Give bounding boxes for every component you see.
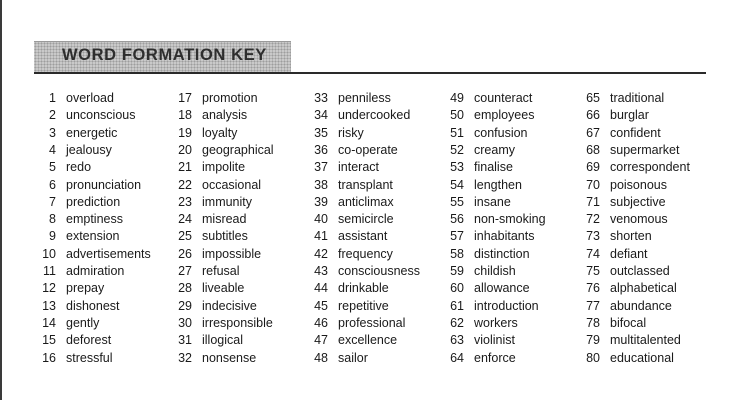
key-entry-number: 34	[314, 108, 328, 123]
key-entry-word: burglar	[610, 108, 649, 123]
key-entry-number: 6	[49, 177, 56, 192]
key-entry-word: violinist	[474, 333, 515, 348]
key-entry-number: 1	[49, 91, 56, 105]
key-entry-number: 11	[43, 264, 56, 278]
key-entry-number: 39	[314, 194, 328, 209]
key-entry-number: 58	[450, 246, 464, 261]
key-entry-word: supermarket	[610, 142, 680, 157]
key-entry-word: analysis	[202, 108, 248, 123]
key-entry-number: 49	[450, 91, 464, 105]
key-entry-number: 57	[450, 229, 464, 244]
key-entry-number: 5	[49, 160, 56, 175]
key-entry-word: defiant	[610, 246, 648, 261]
key-entry-word: multitalented	[610, 333, 681, 348]
key-entry-word: pronunciation	[66, 177, 142, 192]
key-entry-word: semicircle	[338, 212, 394, 227]
key-entry-word: lengthen	[474, 177, 522, 192]
key-entry-number: 46	[314, 315, 328, 330]
key-entry-number: 31	[178, 333, 192, 348]
key-entry-word: finalise	[474, 160, 513, 175]
key-entry-number: 59	[450, 264, 464, 278]
key-entry-word: assistant	[338, 229, 388, 244]
key-entry-number: 40	[314, 212, 328, 227]
key-entry-word: immunity	[202, 194, 253, 209]
key-entry-number: 73	[586, 229, 600, 244]
key-entry-word: insane	[474, 194, 511, 209]
key-entry-number: 80	[586, 350, 600, 365]
key-entry-number: 60	[450, 281, 464, 296]
key-entry-number: 66	[586, 108, 600, 123]
key-entry-number: 72	[586, 212, 600, 227]
key-entry-word: distinction	[474, 246, 530, 261]
key-entry-number: 14	[42, 315, 56, 330]
key-entry-number: 76	[586, 281, 600, 296]
header-rule	[34, 72, 706, 74]
key-entry-word: subjective	[610, 194, 666, 209]
key-entry-word: nonsense	[202, 350, 257, 365]
key-entry-number: 52	[450, 142, 464, 157]
key-entry-word: repetitive	[338, 298, 389, 313]
key-entry-word: allowance	[474, 281, 530, 296]
page-left-border	[0, 0, 2, 400]
key-entry-word: correspondent	[610, 160, 690, 175]
key-entry-word: extension	[66, 229, 120, 244]
key-entry-word: subtitles	[202, 229, 248, 244]
key-entry-number: 74	[586, 246, 600, 261]
key-entry-number: 19	[178, 125, 192, 140]
key-entry-number: 33	[314, 91, 328, 105]
key-entry-word: impolite	[202, 160, 246, 175]
key-entry-number: 4	[49, 142, 56, 157]
key-entry-word: non-smoking	[474, 212, 546, 227]
key-entry-number: 32	[178, 350, 192, 365]
key-entry-number: 30	[178, 315, 192, 330]
page-title: WORD FORMATION KEY	[62, 46, 267, 64]
key-entry-number: 77	[586, 298, 600, 313]
key-entry-word: gently	[66, 315, 100, 330]
key-entry-word: co-operate	[338, 142, 398, 157]
key-entry-number: 47	[314, 333, 328, 348]
key-entry-number: 64	[450, 350, 464, 365]
key-entry-word: introduction	[474, 298, 539, 313]
key-entry-word: promotion	[202, 91, 258, 105]
key-entry-number: 22	[178, 177, 192, 192]
key-entry-word: occasional	[202, 177, 262, 192]
key-entry-number: 41	[314, 229, 328, 244]
key-entry-number: 10	[42, 246, 56, 261]
key-entry-word: energetic	[66, 125, 118, 140]
key-entry-word: dishonest	[66, 298, 120, 313]
key-entry-word: interact	[338, 160, 379, 175]
key-entry-number: 67	[586, 125, 600, 140]
key-entry-word: prediction	[66, 194, 121, 209]
key-entry-word: educational	[610, 350, 674, 365]
key-entry-word: admiration	[66, 264, 125, 278]
key-entry-number: 24	[178, 212, 192, 227]
key-entry-number: 35	[314, 125, 328, 140]
key-entry-number: 20	[178, 142, 192, 157]
key-entry-number: 25	[178, 229, 192, 244]
key-entry-word: anticlimax	[338, 194, 394, 209]
key-entry-number: 9	[49, 229, 56, 244]
key-entry-word: inhabitants	[474, 229, 535, 244]
key-entry-word: irresponsible	[202, 315, 273, 330]
key-entry-word: shorten	[610, 229, 652, 244]
key-entry-word: frequency	[338, 246, 393, 261]
key-entry-number: 42	[314, 246, 328, 261]
key-entry-word: excellence	[338, 333, 398, 348]
key-entry-word: overload	[66, 91, 114, 105]
key-entry-number: 78	[586, 315, 600, 330]
key-entry-word: geographical	[202, 142, 274, 157]
key-entry-word: penniless	[338, 91, 391, 105]
key-entry-word: refusal	[202, 264, 240, 278]
key-entry-number: 54	[450, 177, 464, 192]
key-entry-number: 71	[586, 194, 600, 209]
key-entry-number: 26	[178, 246, 192, 261]
key-entry-word: misread	[202, 212, 247, 227]
key-entry-number: 21	[178, 160, 192, 175]
key-entry-word: liveable	[202, 281, 245, 296]
key-entry-word: risky	[338, 125, 364, 140]
key-entry-word: unconscious	[66, 108, 136, 123]
key-entry-word: consciousness	[338, 264, 420, 278]
key-entry-number: 37	[314, 160, 328, 175]
key-entry-word: sailor	[338, 350, 368, 365]
key-entry-number: 62	[450, 315, 464, 330]
key-entry-word: workers	[474, 315, 518, 330]
key-entry-word: redo	[66, 160, 92, 175]
key-entry-word: employees	[474, 108, 535, 123]
key-entry-number: 17	[178, 91, 192, 105]
key-entry-number: 53	[450, 160, 464, 175]
key-entry-word: abundance	[610, 298, 672, 313]
key-entry-word: bifocal	[610, 315, 647, 330]
key-entry-number: 70	[586, 177, 600, 192]
key-entry-number: 29	[178, 298, 192, 313]
key-entry-word: alphabetical	[610, 281, 677, 296]
key-entry-word: undercooked	[338, 108, 411, 123]
key-entry-number: 55	[450, 194, 464, 209]
key-entry-word: venomous	[610, 212, 668, 227]
key-entry-number: 48	[314, 350, 328, 365]
key-entry-number: 3	[49, 125, 56, 140]
key-entry-number: 50	[450, 108, 464, 123]
key-entry-number: 45	[314, 298, 328, 313]
key-entry-number: 23	[178, 194, 192, 209]
key-entry-number: 27	[178, 264, 192, 278]
key-entry-word: outclassed	[610, 264, 670, 278]
key-entry-number: 43	[314, 264, 328, 278]
key-entry-number: 63	[450, 333, 464, 348]
key-entry-word: professional	[338, 315, 406, 330]
key-entry-number: 12	[42, 281, 56, 296]
key-entry-number: 38	[314, 177, 328, 192]
key-entry-number: 69	[586, 160, 600, 175]
key-entry-word: childish	[474, 264, 516, 278]
key-entry-number: 13	[42, 298, 56, 313]
key-entry-word: loyalty	[202, 125, 238, 140]
answer-key-grid	[30, 90, 720, 370]
key-entry-word: stressful	[66, 350, 113, 365]
key-entry-number: 68	[586, 142, 600, 157]
key-entry-word: poisonous	[610, 177, 667, 192]
key-entry-number: 61	[450, 298, 464, 313]
key-entry-number: 28	[178, 281, 192, 296]
key-entry-word: confident	[610, 125, 661, 140]
key-entry-word: creamy	[474, 142, 515, 157]
key-entry-number: 2	[49, 108, 56, 123]
key-entry-word: prepay	[66, 281, 105, 296]
key-entry-word: counteract	[474, 91, 533, 105]
key-entry-word: confusion	[474, 125, 528, 140]
key-entry-word: emptiness	[66, 212, 123, 227]
key-entry-word: deforest	[66, 333, 112, 348]
key-entry-number: 75	[586, 264, 600, 278]
key-entry-number: 56	[450, 212, 464, 227]
key-entry-word: transplant	[338, 177, 393, 192]
key-entry-number: 8	[49, 212, 56, 227]
key-entry-word: traditional	[610, 91, 665, 105]
key-entry-word: drinkable	[338, 281, 389, 296]
key-entry-number: 18	[178, 108, 192, 123]
key-entry-word: impossible	[202, 246, 262, 261]
key-entry-number: 36	[314, 142, 328, 157]
key-entry-word: enforce	[474, 350, 516, 365]
key-entry-number: 79	[586, 333, 600, 348]
key-entry-number: 44	[314, 281, 328, 296]
key-entry-number: 65	[586, 91, 600, 105]
key-entry-number: 7	[49, 194, 56, 209]
key-entry-word: illogical	[202, 333, 243, 348]
key-entry-number: 15	[42, 333, 56, 348]
key-entry-word: advertisements	[66, 246, 151, 261]
key-entry-number: 16	[42, 350, 56, 365]
key-entry-number: 51	[450, 125, 464, 140]
key-entry-word: indecisive	[202, 298, 257, 313]
key-entry-word: jealousy	[66, 142, 112, 157]
